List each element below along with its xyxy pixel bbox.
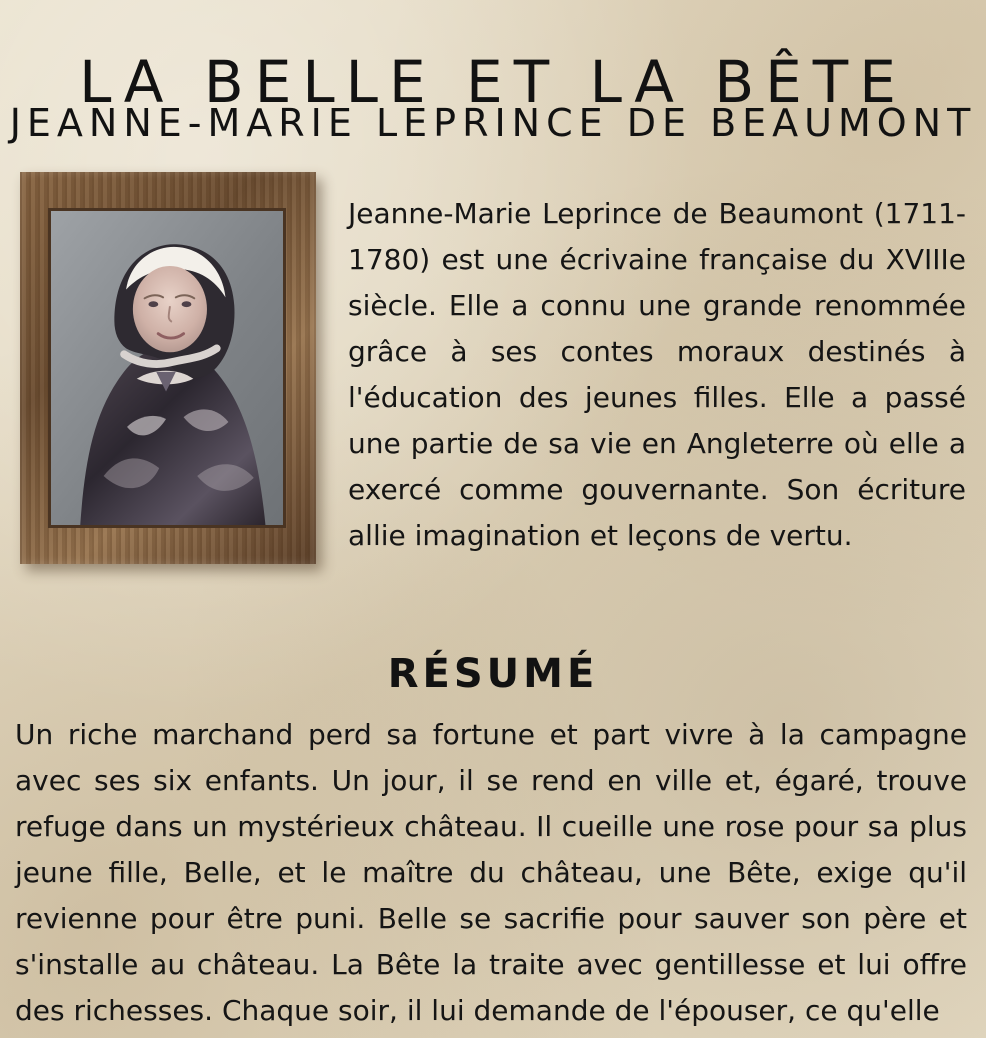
portrait-frame (20, 172, 316, 564)
summary-heading: RÉSUMÉ (387, 651, 599, 698)
author-portrait-image (51, 211, 283, 525)
author-biography: Jeanne-Marie Leprince de Beaumont (1711-1780) est une écrivaine française du XVIIIe siècle. Elle a connu une grande renommée grâce à ses contes moraux destinés à l'éducation des jeunes filles. Elle a passé une partie de sa vie en Angleterre où elle a exercé comme gouvernante. Son écriture allie imagination et leçons de vertu. (348, 197, 966, 552)
story-summary: Un riche marchand perd sa fortune et part vivre à la campagne avec ses six enfants. Un jour, il se rend en ville et, égaré, trouve refuge dans un mystérieux château. Il cueille une rose pour sa plus jeune fille, Belle, et le maître du château, une Bête, exige qu'il revienne pour être puni. Belle se sacrifie pour sauver son père et s'installe au château. La Bête la traite avec gentillesse et lui offre des richesses. Chaque soir, il lui demande de l'épouser, ce qu'elle (15, 718, 967, 1027)
portrait-image-container (48, 208, 286, 528)
document-title: LA BELLE ET LA BÊTE (79, 47, 907, 116)
author-name-heading: JEANNE-MARIE LEPRINCE DE BEAUMONT (9, 101, 977, 145)
